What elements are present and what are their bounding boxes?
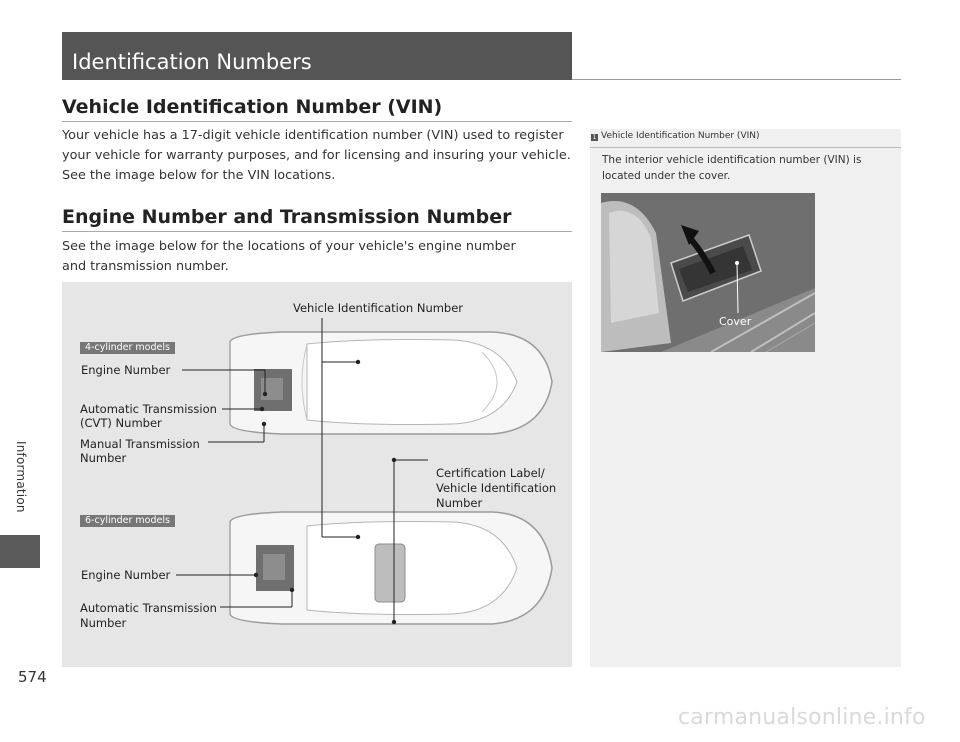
note-rule [590,147,901,148]
badge-4cyl: 4-cylinder models [80,342,175,354]
section-tab-label: Information [14,441,28,513]
cert-label-line1: Certification Label/ [436,466,545,480]
cert-label-line2: Vehicle Identification [436,481,557,495]
mt-number-label-line1: Manual Transmission [80,437,200,451]
badge-6cyl: 6-cylinder models [80,515,175,527]
note-text: The interior vehicle identification number (VIN) is located under the cover. [602,154,862,182]
engine-number-label-6cyl: Engine Number [81,568,171,582]
cvt-number-label-line2: (CVT) Number [80,416,162,430]
mt-number-label-line2: Number [80,451,127,465]
vin-heading: Vehicle Identification Number (VIN) [62,96,443,118]
vin-cover-photo [601,193,815,352]
engine-number-label-4cyl: Engine Number [81,363,171,377]
vin-label: Vehicle Identification Number [293,301,464,315]
page-title: Identification Numbers [72,50,312,74]
cert-label-line3: Number [436,496,483,510]
engine-heading: Engine Number and Transmission Number [62,206,512,228]
vin-heading-rule [62,121,572,122]
car-top-4cyl [230,332,552,434]
note-marker: 1 [592,134,597,141]
at-number-label-line2: Number [80,616,127,630]
cvt-number-label-line1: Automatic Transmission [80,402,217,416]
engine-heading-rule [62,231,572,232]
cover-label: Cover [719,315,752,328]
title-rule [572,79,901,80]
engine-body: See the image below for the locations of your vehicle's engine number and transmission number. [62,239,516,274]
at-number-label-line1: Automatic Transmission [80,601,217,615]
vin-body: Your vehicle has a 17-digit vehicle identification number (VIN) used to register your vehicle for warranty purposes, and for licensing and insuring your vehicle. See the image below for the VIN locations. [62,128,571,183]
page-number: 574 [18,668,47,686]
watermark: carmanualsonline.info [678,705,926,730]
note-title: Vehicle Identification Number (VIN) [601,131,760,141]
